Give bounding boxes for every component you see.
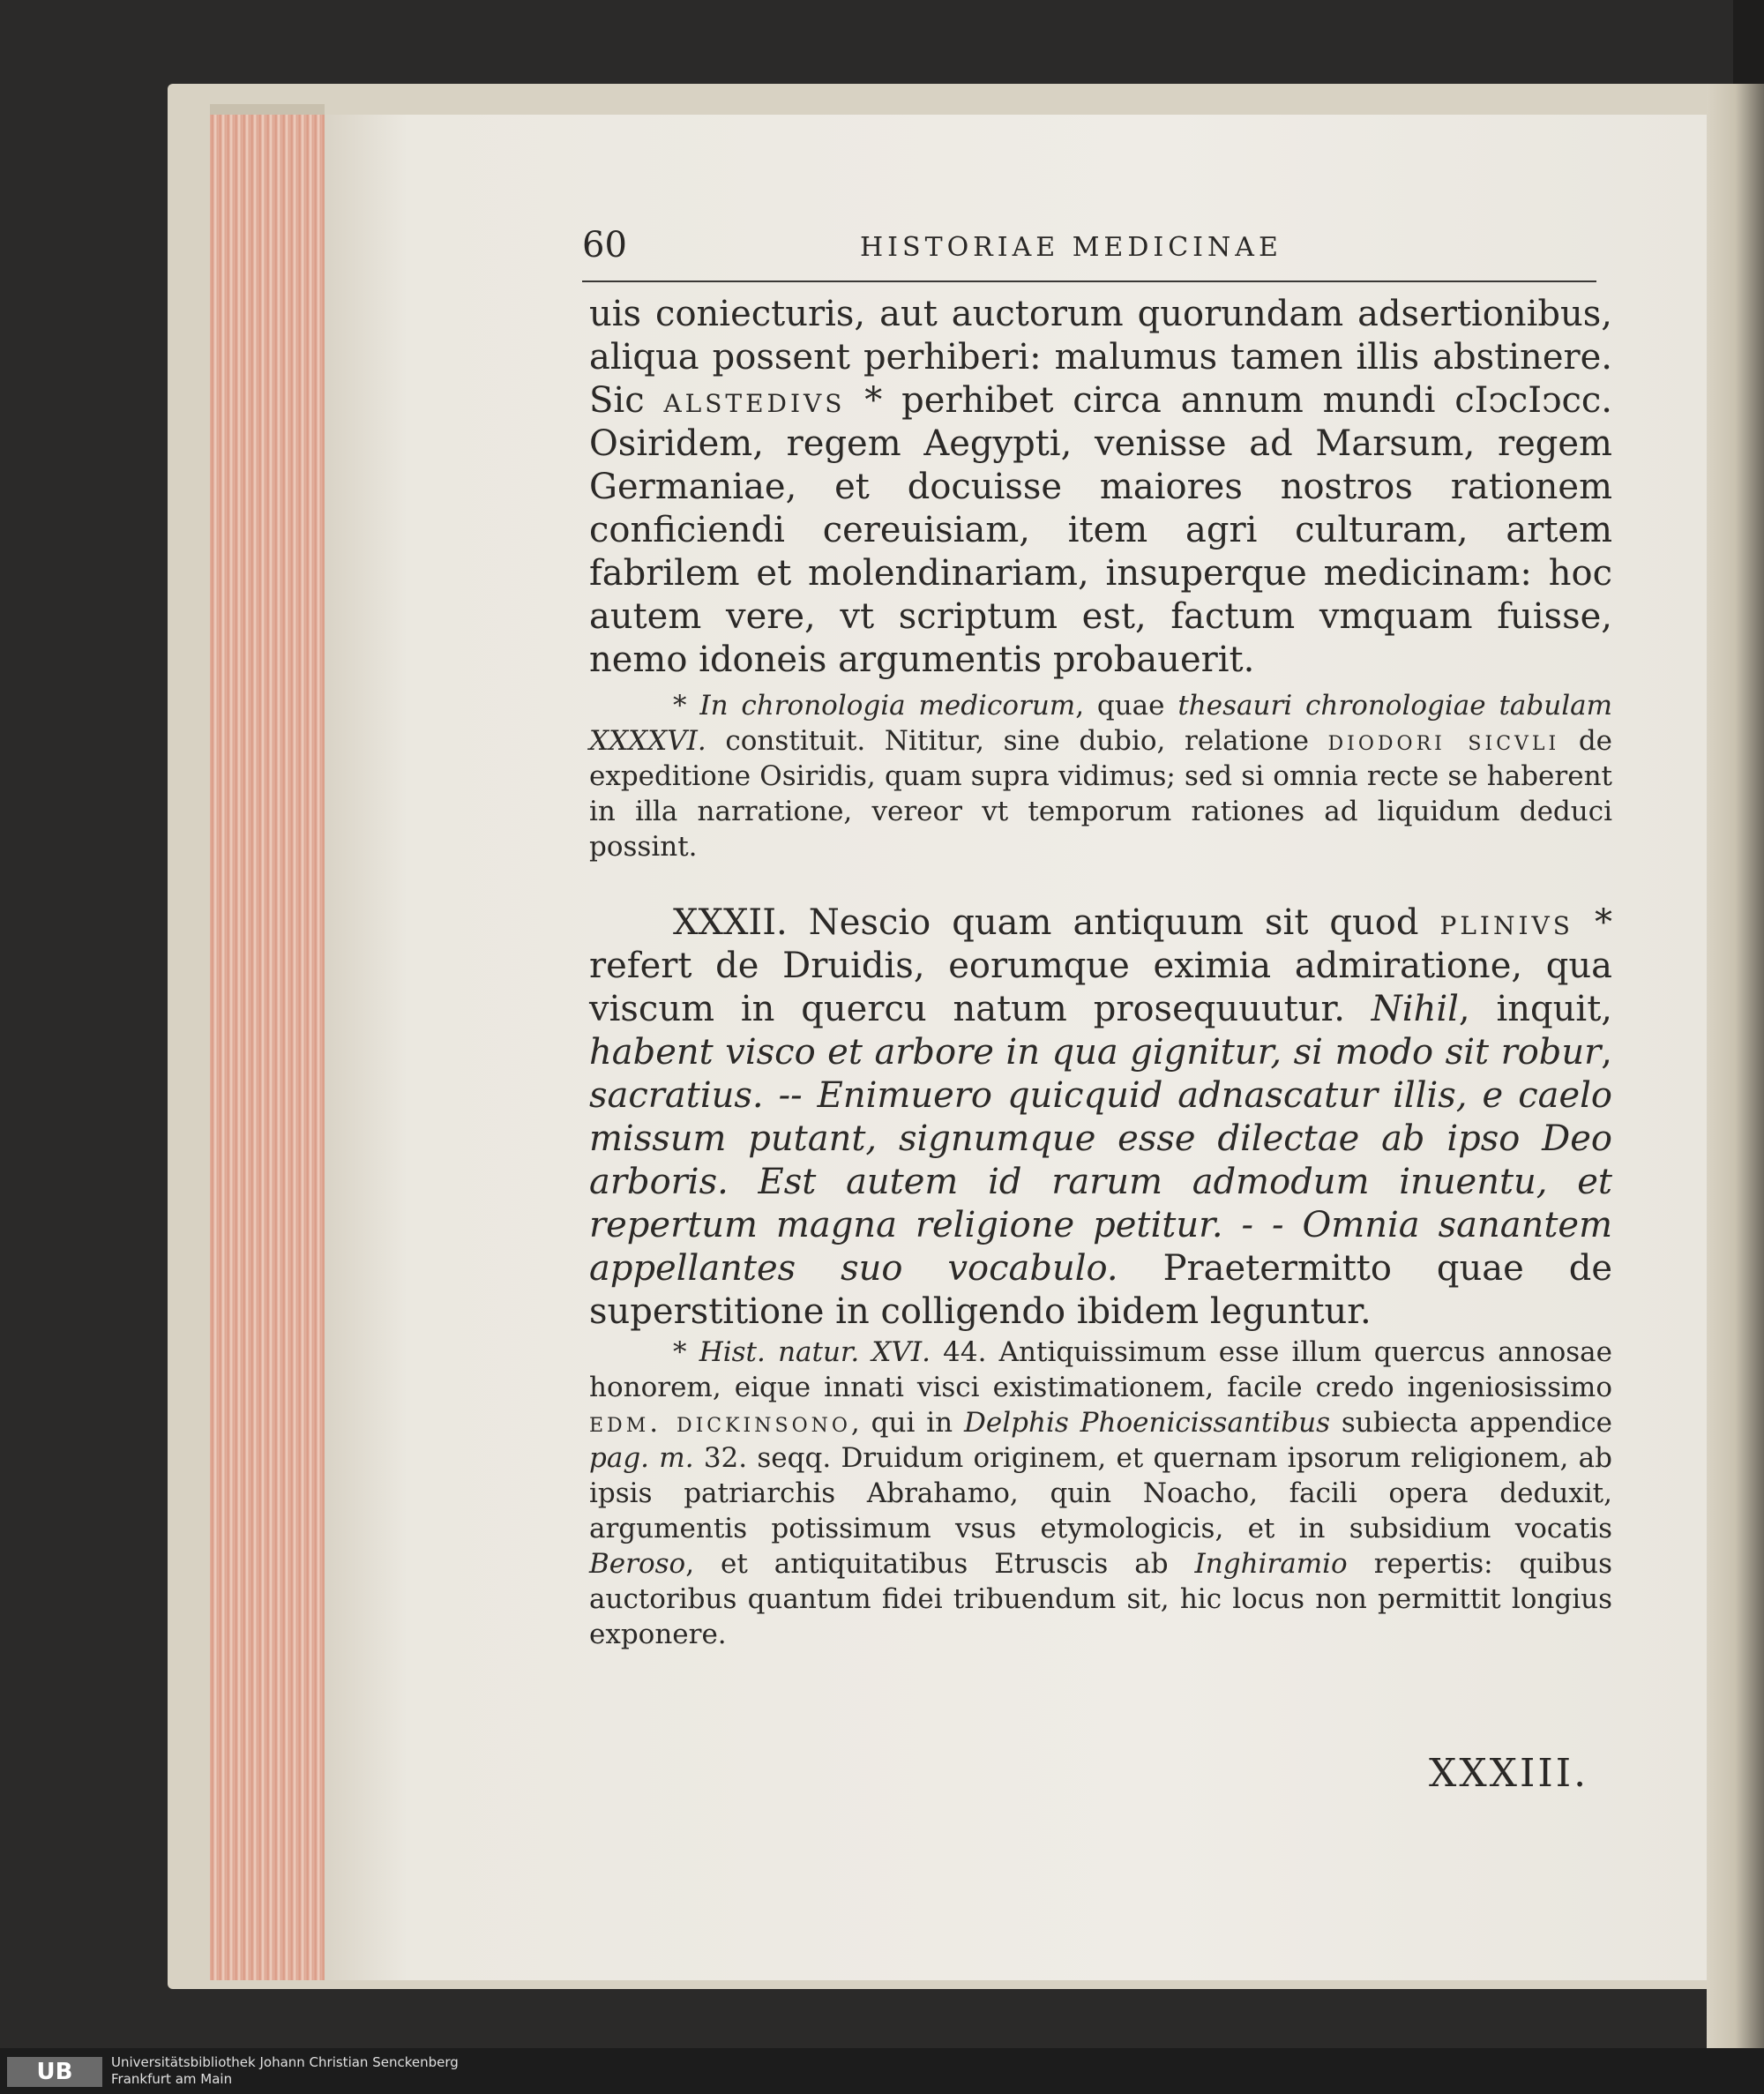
note2-ital-3: pag. m.: [589, 1442, 694, 1474]
para1-text-1: uis coniecturis, aut auctorum quorundam adsertionibus, aliqua possent perhiberi: malumus tamen illis abstinere. Sic: [589, 294, 1612, 421]
note2-text-3: subiecta appendice: [1330, 1407, 1612, 1439]
paragraph-2: [589, 901, 1612, 1334]
note1-text-3: de expeditione Osiridis, quam supra vidimus; sed si omnia recte se haberent in illa narratione, vereor vt temporum rationes ad liquidum deduci possint.: [589, 725, 1613, 863]
author-plinius: plinivs: [1439, 902, 1573, 943]
note1-text-2: constituit. Nititur, sine dubio, relatione: [706, 725, 1328, 757]
para2-text-3: , inquit,: [1458, 989, 1613, 1029]
note1-ital-1: In chronologia medicorum: [699, 690, 1076, 722]
note1-ital-2: thesauri chronologiae tabulam XXXXVI.: [589, 690, 1613, 757]
library-footer: [0, 2048, 1764, 2094]
para2-text-4: ,: [1601, 1032, 1612, 1073]
note2-ital-4: Beroso: [589, 1548, 686, 1580]
para2-ital-1: Nihil: [1371, 989, 1459, 1029]
paragraph-1: [589, 293, 1612, 682]
footnote-1: [589, 688, 1612, 864]
library-line-2: Frankfurt am Main: [111, 2071, 233, 2087]
note1-text-1: , quae: [1075, 690, 1178, 722]
library-line-1: Universitätsbibliothek Johann Christian Senckenberg: [111, 2054, 459, 2070]
note2-text-4: 32. seqq. Druidum originem, et quernam ipsorum religionem, ab ipsis patriarchis Abrahamo, quin Noacho, facili opera deduxit, argumentis potissimum vsus etymologicis, et in subsidium vocatis: [589, 1442, 1612, 1544]
footnote-2-marker: *: [673, 1336, 699, 1368]
red-page-edges: [210, 115, 325, 1980]
catchword: XXXIII.: [1429, 1751, 1589, 1796]
para2-text-2: * refert de Druidis, eorumque eximia admiratione, qua viscum in quercu natum prosequuutur.: [589, 902, 1612, 1029]
note2-ital-2: Delphis Phoenicissantibus: [964, 1407, 1330, 1439]
footnote-1-marker: *: [673, 690, 700, 722]
para2-text-1: Nescio quam antiquum sit quod: [787, 902, 1440, 943]
right-cover-edge: [1707, 84, 1764, 2048]
para2-ital-2: habent visco et arbore in qua gignitur, si modo sit robur: [589, 1032, 1602, 1073]
page-number: 60: [582, 225, 627, 265]
author-diodorus: diodori sicvli: [1327, 725, 1560, 757]
running-head: [582, 225, 1596, 278]
note2-text-6: repertis: quibus auctoribus quantum fidei tribuendum sit, hic locus non permittit longius exponere.: [589, 1548, 1612, 1650]
para2-text-5: Praetermitto quae de superstitione in colligendo ibidem leguntur.: [589, 1248, 1612, 1332]
note2-ital-1: Hist. natur. XVI.: [699, 1336, 931, 1368]
note2-ital-5: Inghiramio: [1194, 1548, 1348, 1580]
section-number: XXXII.: [673, 902, 788, 943]
note2-text-5: , et antiquitatibus Etruscis ab: [685, 1548, 1195, 1580]
note2-text-2: , qui in: [850, 1407, 965, 1439]
running-title: HISTORIAE MEDICINAE: [860, 232, 1282, 263]
library-name: [111, 2054, 459, 2088]
ub-logo[interactable]: UB: [7, 2057, 102, 2087]
author-alstedius: alstedivs: [663, 380, 846, 421]
para1-text-2: * perhibet circa annum mundi cIↄcIↄcc. Osiridem, regem Aegypti, venisse ad Marsum, regem Germaniae, et docuisse maiores nostros rationem conficiendi cereuisiam, item agri culturam, artem fabrilem et molendinariam, insuperque medicinam: hoc autem vere, vt scriptum est, factum vmquam fuisse, nemo idoneis argumentis probauerit.: [589, 380, 1612, 680]
para2-ital-3: sacratius. -- Enimuero quicquid adnascatur illis, e caelo missum putant, signumque esse dilectae ab ipso Deo arboris. Est autem id rarum admodum inuentu, et repertum magna religione petitur. - - Omnia sanantem appellantes suo vocabulo.: [589, 1075, 1612, 1289]
header-rule: [582, 280, 1596, 282]
note2-text-1: 44. Antiquissimum esse illum quercus annosae honorem, eique innati visci existimationem, facile credo ingeniosissimo: [589, 1336, 1613, 1403]
author-dickinson: edm. dickinsono: [589, 1407, 851, 1439]
footnote-2: [589, 1335, 1612, 1652]
